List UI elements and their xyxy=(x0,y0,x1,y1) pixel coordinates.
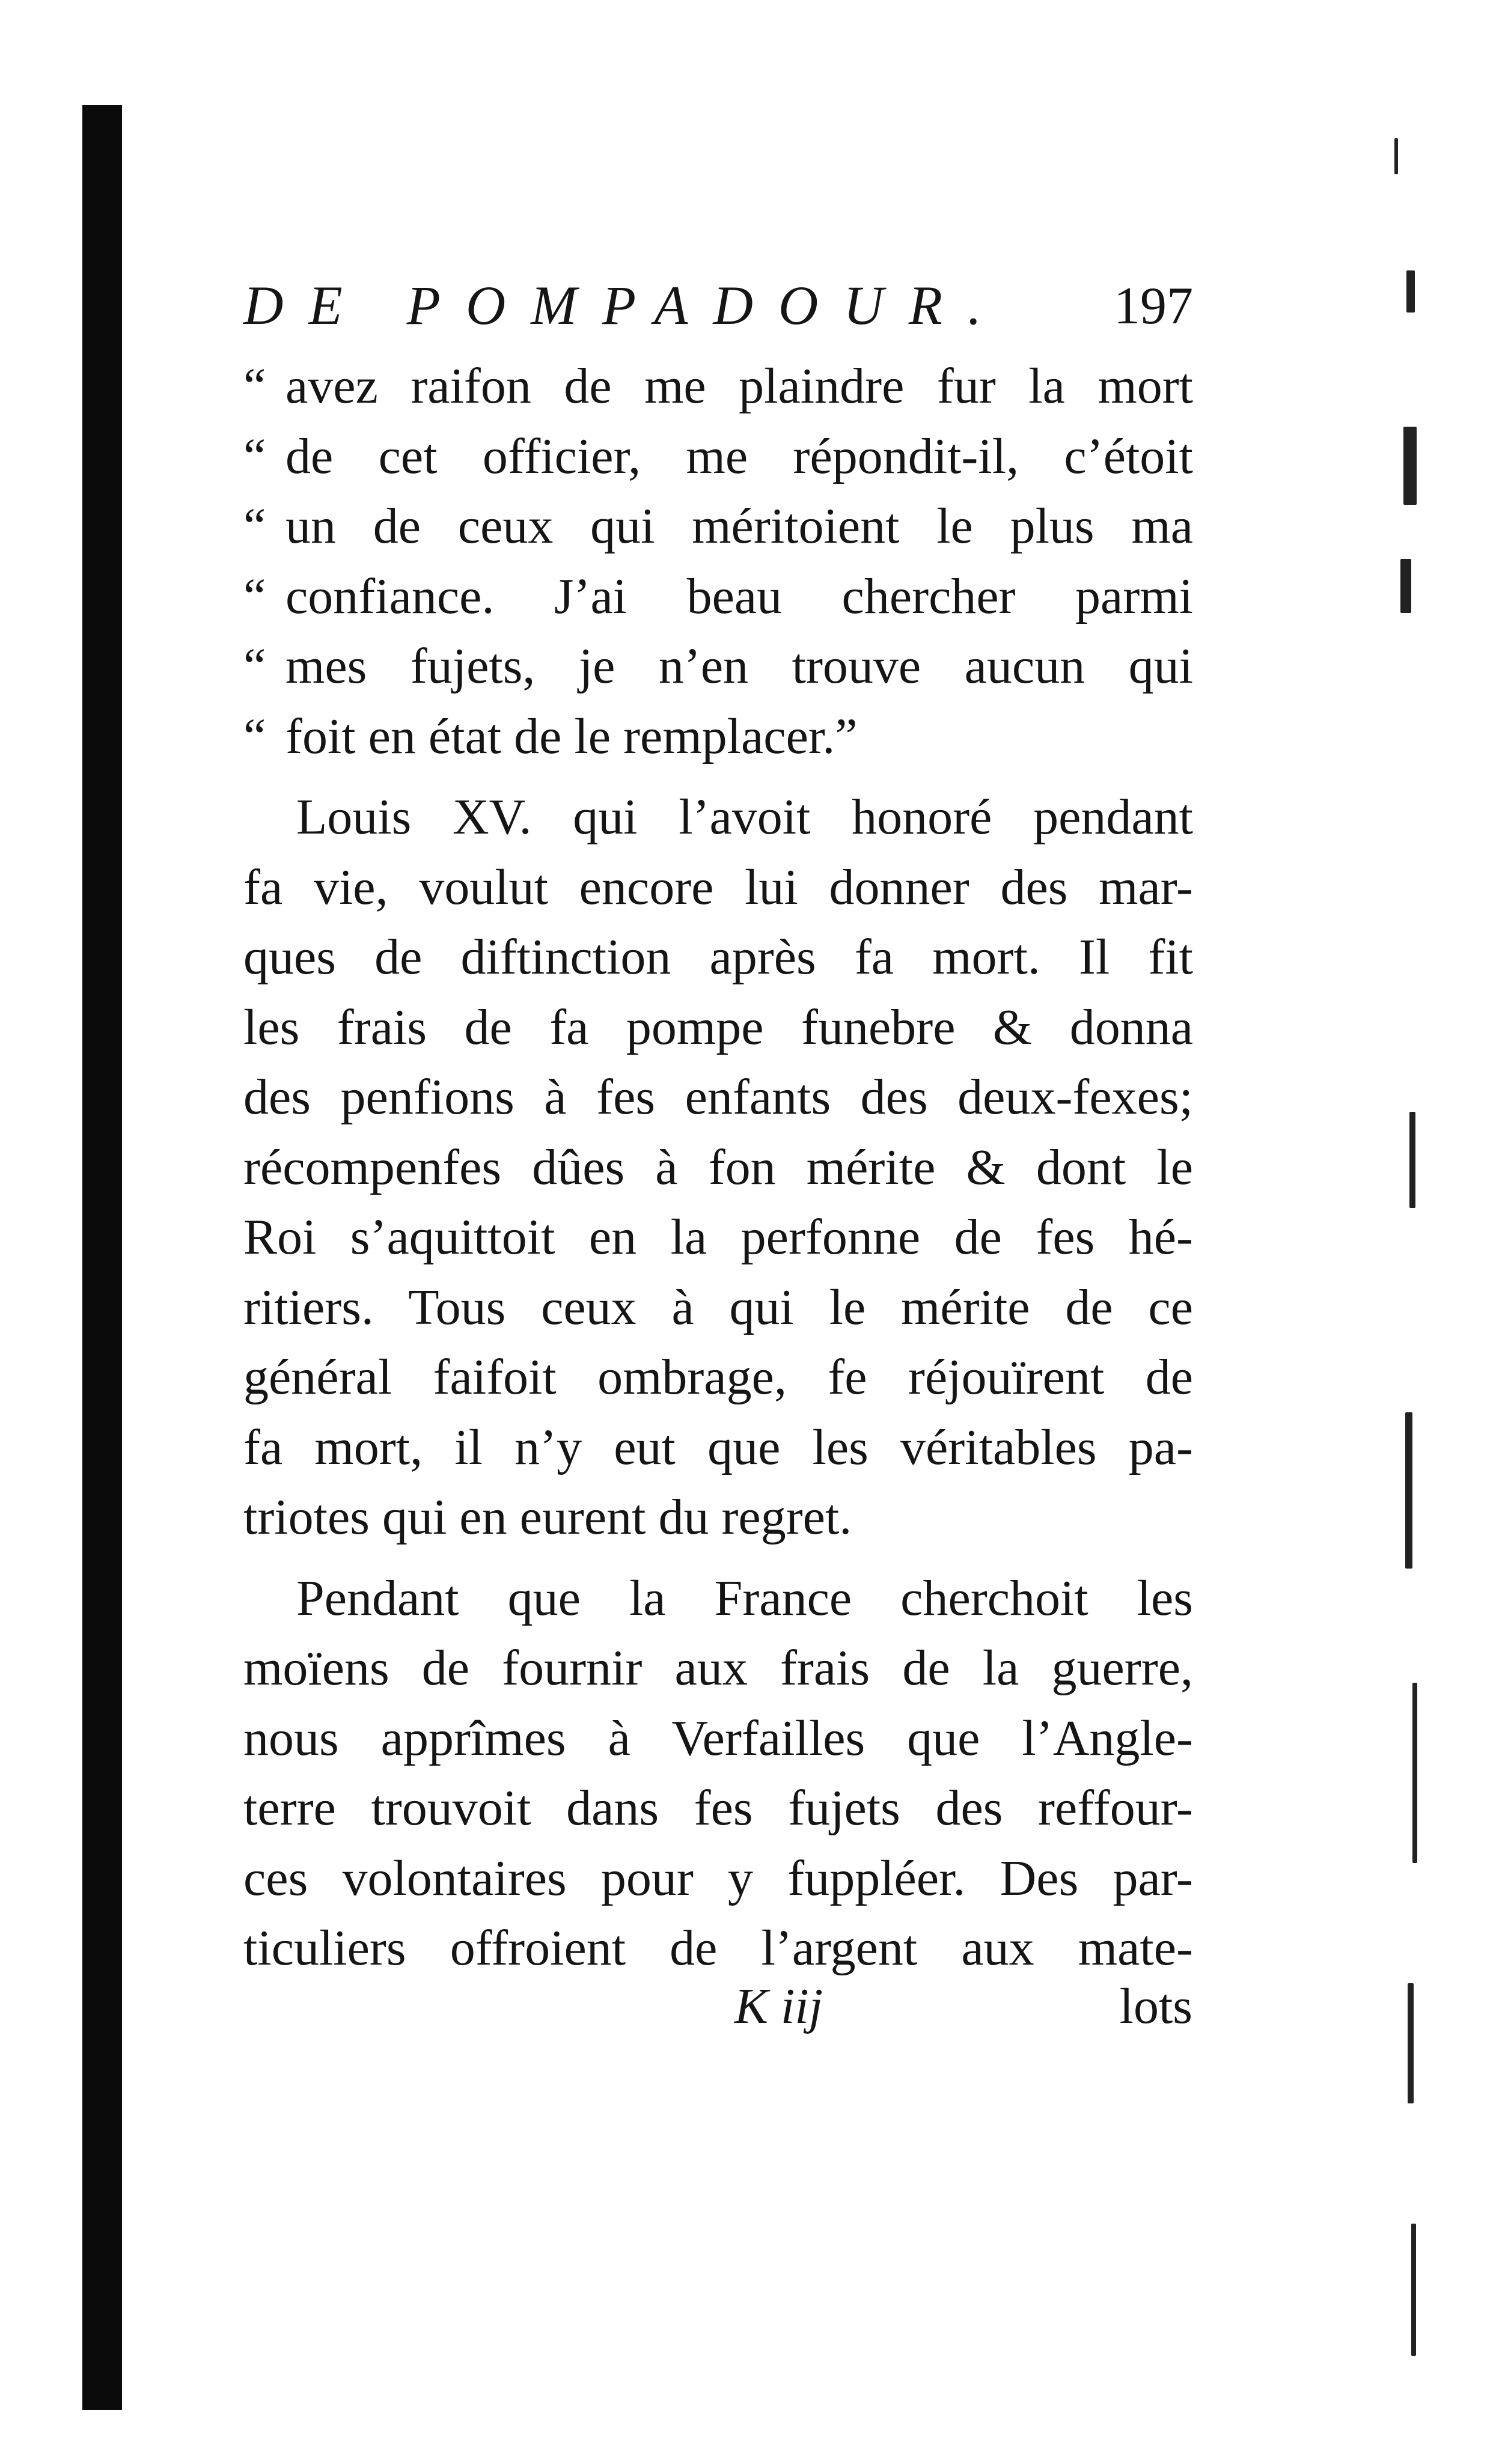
text-line: moïens de fournir aux frais de la guerre, xyxy=(243,1640,1193,1696)
page-edge-noise xyxy=(1382,90,1467,2374)
running-head: DE POMPADOUR. xyxy=(243,275,1007,336)
scan-speck xyxy=(1409,1112,1415,1208)
text-line: Roi s’aquittoit en la perfonne de fes hé- xyxy=(243,1209,1193,1265)
text-line: triotes qui en eurent du regret. xyxy=(243,1489,852,1545)
page-number: 197 xyxy=(1114,277,1193,335)
scan-speck xyxy=(1406,270,1415,313)
quote-mark: “ xyxy=(243,568,266,624)
text-line xyxy=(243,422,1193,492)
binding-shadow xyxy=(82,105,122,2410)
line-text: mes fujets, je n’en trouve aucun qui xyxy=(285,638,1193,694)
line-text: avez raifon de me plaindre fur la mort xyxy=(285,358,1193,414)
quote-mark: “ xyxy=(243,638,266,694)
text-line xyxy=(243,492,1193,562)
catchword: lots xyxy=(1119,1978,1192,2034)
text-line xyxy=(243,352,1193,422)
text-line: ces volontaires pour y fuppléer. Des par- xyxy=(243,1850,1193,1906)
text-line xyxy=(243,562,1193,632)
scan-speck xyxy=(1405,1412,1412,1569)
quote-mark: “ xyxy=(243,428,266,484)
signature-mark: K iij xyxy=(734,1978,823,2034)
paragraph-start: Louis XV. qui l’avoit honoré pendant xyxy=(296,789,1193,845)
line-text: de cet officier, me répondit-il, c’étoit xyxy=(285,428,1193,484)
quote-mark: “ xyxy=(243,498,266,554)
text-line: des penfions à fes enfants des deux-fexes; xyxy=(243,1069,1193,1125)
scan-speck xyxy=(1408,1983,1414,2103)
scan-speck xyxy=(1400,559,1411,613)
text-line: récompenfes dûes à fon mérite & dont le xyxy=(243,1139,1193,1195)
line-text: un de ceux qui méritoient le plus ma xyxy=(285,498,1193,554)
text-line: terre trouvoit dans fes fujets des reffour- xyxy=(243,1780,1193,1836)
text-line: général faifoit ombrage, fe réjouïrent de xyxy=(243,1349,1193,1405)
text-line: nous apprîmes à Verfailles que l’Angle- xyxy=(243,1710,1193,1766)
scan-speck xyxy=(1394,138,1398,174)
paragraph-start: Pendant que la France cherchoit les xyxy=(296,1570,1193,1626)
text-line xyxy=(243,632,1193,702)
body-text xyxy=(243,352,1193,1984)
scan-speck xyxy=(1412,1683,1417,1863)
line-text: foit en état de le remplacer.” xyxy=(285,708,858,764)
quote-mark: “ xyxy=(243,358,266,414)
text-line: fa mort, il n’y eut que les véritables pa- xyxy=(243,1419,1193,1475)
text-line: fa vie, voulut encore lui donner des mar- xyxy=(243,859,1193,915)
text-line xyxy=(243,702,1193,772)
quote-mark: “ xyxy=(243,708,266,764)
scan-speck xyxy=(1411,2224,1416,2356)
text-line: les frais de fa pompe funebre & donna xyxy=(243,999,1193,1055)
line-text: confiance. J’ai beau chercher parmi xyxy=(285,568,1193,624)
page-header xyxy=(243,273,1193,352)
text-line: ticuliers offroient de l’argent aux mate- xyxy=(243,1920,1193,1976)
scan-speck xyxy=(1403,427,1417,505)
text-line: ritiers. Tous ceux à qui le mérite de ce xyxy=(243,1279,1193,1335)
text-line: ques de diftinction après fa mort. Il fit xyxy=(243,929,1193,985)
